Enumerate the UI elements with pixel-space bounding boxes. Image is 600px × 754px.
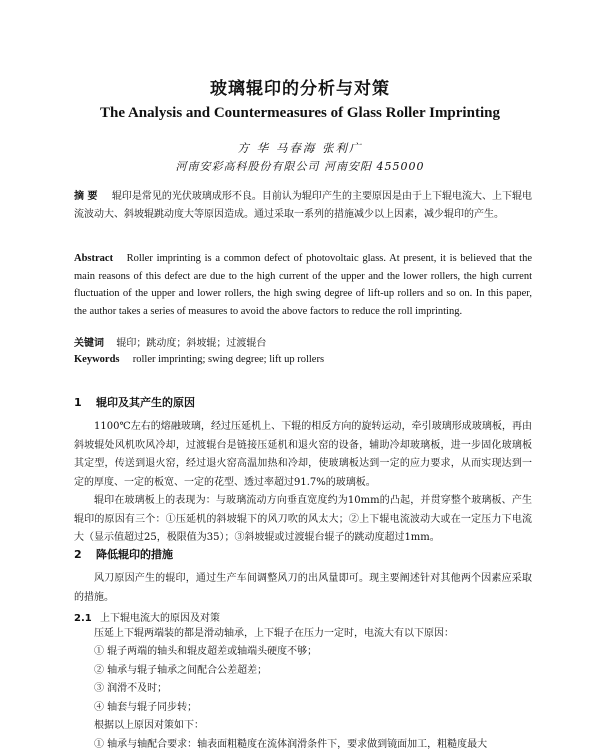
section-1-paragraph-2: 辊印在玻璃板上的表现为：与玻璃流动方向垂直宽度约为10mm的凸起，并贯穿整个玻璃板、产生辊印的原因有三个：①压延机的斜坡辊下的风刀吹的风太大；②上下辊电流波动大或在一定压力下电流大（显示值超过25，极限值为35）；③斜坡辊或过渡辊台辊子的跳动度超过1mm。 — [74, 492, 532, 548]
section-1-paragraph-1: 1100℃左右的熔融玻璃，经过压延机上、下辊的相反方向的旋转运动，牵引玻璃形成玻璃板，再由斜坡辊处风机吹风冷却，过渡辊台是链接压延机和退火窑的设备，辅助冷却玻璃板，进一步固化玻璃板其定型，传送到退火窑，经过退火窑高温加热和冷却，使玻璃板达到一定的应力要求，从而实现达到一定的厚度、一定的板宽、一定的花型、透过率超过91.7%的玻璃板。 — [74, 418, 532, 492]
abstract-cn-text: 辊印是常见的光伏玻璃成形不良。目前认为辊印产生的主要原因是由于上下辊电流大、上下辊电流波动大、斜坡辊跳动度大等原因造成。通过采取一系列的措施减少以上因素，减少辊印的产生。 — [74, 191, 532, 220]
title-chinese: 玻璃辊印的分析与对策 — [0, 74, 600, 99]
list-item: ① 轴承与轴配合要求：轴表面粗糙度在流体润滑条件下，要求做到镜面加工，粗糙度最大 — [94, 736, 534, 754]
subsection-2-1-number: 2.1 — [74, 613, 100, 624]
abstract-en-label: Abstract — [74, 253, 113, 264]
section-1-heading — [74, 394, 195, 410]
section-2-heading — [74, 546, 173, 562]
title-english: The Analysis and Countermeasures of Glass Roller Imprinting — [0, 105, 600, 122]
abstract-chinese — [74, 188, 532, 224]
subsection-2-1-heading — [74, 609, 220, 624]
abstract-cn-label: 摘 要 — [74, 191, 98, 202]
subsection-2-1-paragraph-1: 压延上下辊两端装的都是滑动轴承，上下辊子在压力一定时，电流大有以下原因： — [74, 625, 532, 644]
authors: 方 华 马春海 张利广 — [0, 140, 600, 156]
list-item: ② 轴承与辊子轴承之间配合公差超差； — [94, 662, 534, 681]
abstract-en-text: Roller imprinting is a common defect of photovoltaic glass. At present, it is believed that the main reasons of this defect are due to the high current of the upper and the lower rollers, the high current fluctuation of the upper and lower rollers, the high swing degree of lift-up rollers and so on. In this paper, the author takes a series of measures to avoid the above factors to reduce the roll imprinting. — [74, 253, 532, 317]
countermeasure-intro: 根据以上原因对策如下： — [94, 717, 534, 736]
keywords-en-text: roller imprinting; swing degree; lift up rollers — [133, 354, 324, 365]
section-2-number: 2 — [74, 548, 90, 561]
abstract-english — [74, 250, 532, 320]
keywords-cn-text: 辊印；跳动度；斜坡辊；过渡辊台 — [116, 338, 266, 349]
list-item: ③ 润滑不及时； — [94, 680, 534, 699]
section-2-title: 降低辊印的措施 — [96, 548, 173, 561]
affiliation: 河南安彩高科股份有限公司 河南安阳 455000 — [0, 158, 600, 174]
keywords-en-label: Keywords — [74, 354, 120, 365]
keywords-english — [74, 351, 532, 369]
keywords-cn-label: 关键词 — [74, 338, 104, 349]
section-2-paragraph-1: 风刀原因产生的辊印，通过生产车间调整风刀的出风量即可。现主要阐述针对其他两个因素应采取的措施。 — [74, 570, 532, 607]
cause-list — [94, 643, 534, 754]
list-item: ① 辊子两端的轴头和辊皮超差或轴端头硬度不够； — [94, 643, 534, 662]
section-1-title: 辊印及其产生的原因 — [96, 396, 195, 409]
subsection-2-1-title: 上下辊电流大的原因及对策 — [100, 613, 220, 624]
section-1-number: 1 — [74, 396, 90, 409]
list-item: ④ 轴套与辊子同步转； — [94, 699, 534, 718]
